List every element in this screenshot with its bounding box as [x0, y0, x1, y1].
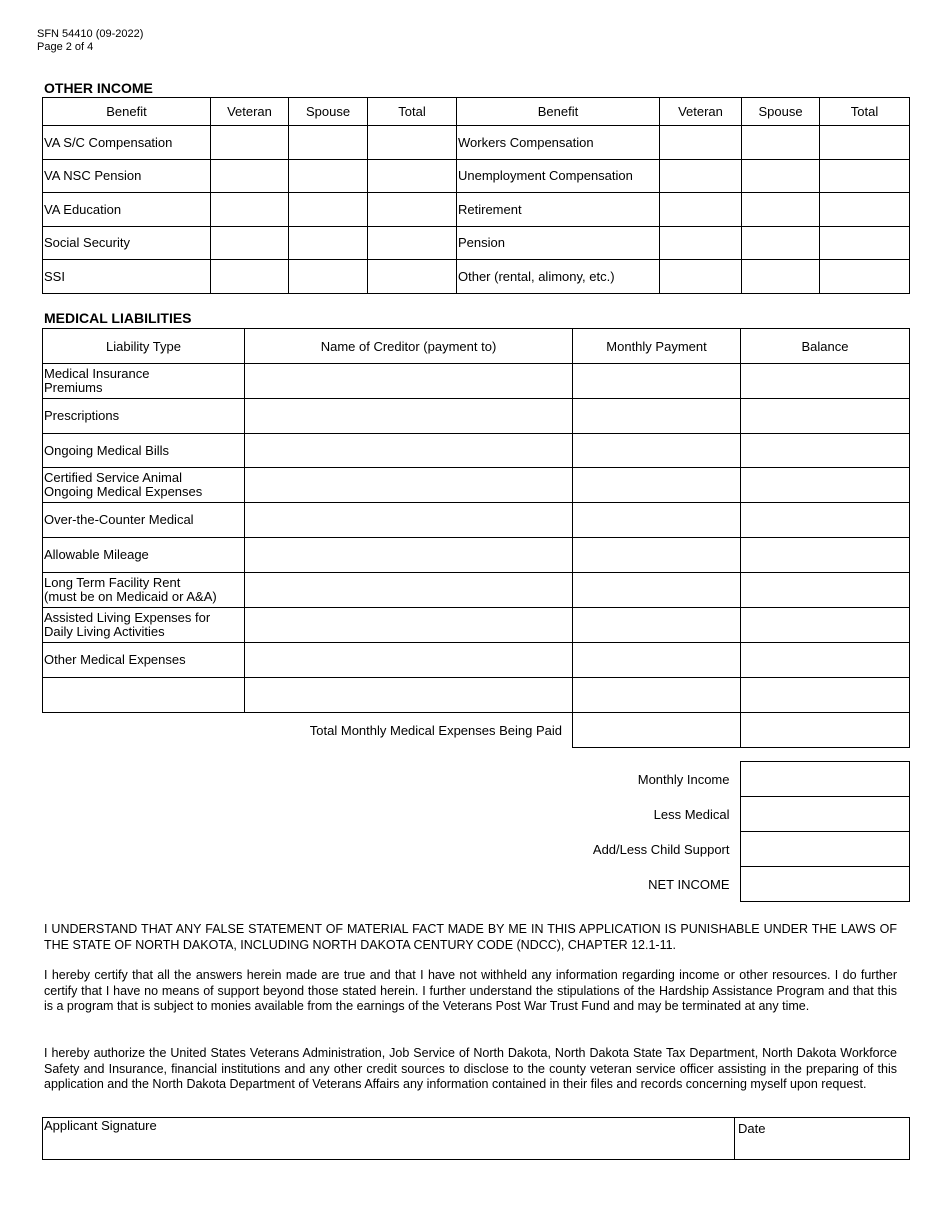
monthly-payment-input[interactable] — [573, 653, 740, 668]
liability-label: Certified Service Animal Ongoing Medical Expenses — [43, 468, 245, 503]
total-amount-field[interactable] — [368, 160, 457, 193]
monthly-payment-input[interactable] — [573, 583, 740, 598]
balance-field[interactable] — [741, 364, 910, 399]
false-statement-warning: I UNDERSTAND THAT ANY FALSE STATEMENT OF MATERIAL FACT MADE BY ME IN THIS APPLICATION IS PUNISHABLE UNDER THE LAWS OF THE STATE OF NORTH DAKOTA, INCLUDING NORTH DAKOTA CENTURY CODE (NDCC), CHAPTER 12.1-11. — [44, 922, 897, 952]
signature-row — [43, 1118, 910, 1160]
veteran-amount-field[interactable] — [211, 227, 289, 260]
balance-field[interactable] — [741, 678, 910, 713]
table-row — [43, 468, 910, 503]
veteran-amount-input[interactable] — [660, 269, 741, 284]
less-medical-field[interactable] — [740, 797, 909, 832]
child-support-label: Add/Less Child Support — [592, 841, 730, 857]
spouse-amount-input[interactable] — [742, 269, 819, 284]
monthly-income-label: Monthly Income — [637, 771, 730, 787]
creditor-input[interactable] — [245, 583, 572, 598]
table-row — [43, 573, 910, 608]
table-row — [43, 538, 910, 573]
net-income-field[interactable] — [740, 867, 909, 902]
veteran-amount-field[interactable] — [211, 193, 289, 227]
form-id: SFN 54410 (09-2022) — [37, 28, 144, 40]
total-amount-field[interactable] — [820, 160, 910, 193]
veteran-amount-input[interactable] — [211, 202, 288, 217]
monthly-payment-field[interactable] — [573, 364, 741, 399]
benefit-label: Social Security — [43, 227, 211, 260]
date-input[interactable] — [738, 1136, 908, 1156]
veteran-amount-field[interactable] — [211, 160, 289, 193]
veteran-amount-input[interactable] — [660, 169, 741, 184]
creditor-input[interactable] — [245, 513, 572, 528]
creditor-input[interactable] — [245, 409, 572, 424]
spouse-amount-input[interactable] — [289, 236, 367, 251]
creditor-field[interactable] — [245, 643, 573, 678]
col-monthly-payment: Monthly Payment — [573, 329, 741, 364]
col-benefit-2: Benefit — [457, 98, 660, 126]
child-support-field[interactable] — [740, 832, 909, 867]
table-row — [43, 227, 910, 260]
creditor-input[interactable] — [245, 618, 572, 633]
total-amount-input[interactable] — [368, 269, 456, 284]
creditor-field[interactable] — [245, 538, 573, 573]
child-support-input[interactable] — [741, 842, 909, 857]
monthly-payment-field[interactable] — [573, 503, 741, 538]
balance-input[interactable] — [741, 478, 909, 493]
liability-label: Allowable Mileage — [43, 538, 245, 573]
total-amount-input[interactable] — [820, 202, 909, 217]
monthly-payment-input[interactable] — [573, 688, 740, 703]
total-medical-label: Total Monthly Medical Expenses Being Paid — [309, 722, 562, 738]
table-row — [580, 832, 909, 867]
benefit-label: Other (rental, alimony, etc.) — [457, 260, 660, 294]
veteran-amount-input[interactable] — [660, 202, 741, 217]
spouse-amount-field[interactable] — [742, 160, 820, 193]
balance-input[interactable] — [741, 618, 909, 633]
benefit-label: Workers Compensation — [457, 126, 660, 160]
benefit-label: Pension — [457, 227, 660, 260]
other-income-title: OTHER INCOME — [44, 80, 153, 96]
total-amount-input[interactable] — [820, 135, 909, 150]
applicant-signature-label: Applicant Signature — [44, 1118, 157, 1133]
monthly-payment-field[interactable] — [573, 608, 741, 643]
spouse-amount-field[interactable] — [742, 126, 820, 160]
balance-input[interactable] — [741, 374, 909, 389]
spouse-amount-field[interactable] — [289, 193, 368, 227]
table-row — [43, 608, 910, 643]
spouse-amount-input[interactable] — [742, 135, 819, 150]
total-row — [43, 713, 910, 748]
table-row — [43, 503, 910, 538]
total-amount-field[interactable] — [820, 227, 910, 260]
balance-input[interactable] — [741, 409, 909, 424]
total-amount-input[interactable] — [368, 202, 456, 217]
veteran-amount-input[interactable] — [211, 236, 288, 251]
authorization-statement: I hereby authorize the United States Veterans Administration, Job Service of North Dakota, North Dakota State Tax Department, North Dakota Workforce Safety and Insurance, financial institutions and any other credit sources to disclose to the county veteran service officer assisting in the preparing of this application and the North Dakota Department of Veterans Affairs any information contained in their files and records concerning myself upon request. — [44, 1046, 897, 1091]
balance-field[interactable] — [741, 538, 910, 573]
creditor-field[interactable] — [245, 573, 573, 608]
creditor-input[interactable] — [245, 443, 572, 458]
monthly-payment-input[interactable] — [573, 409, 740, 424]
col-veteran-2: Veteran — [660, 98, 742, 126]
medical-liabilities-table — [42, 328, 910, 748]
creditor-field[interactable] — [245, 434, 573, 468]
monthly-payment-input[interactable] — [573, 513, 740, 528]
creditor-field[interactable] — [245, 678, 573, 713]
total-amount-input[interactable] — [368, 135, 456, 150]
benefit-label: SSI — [43, 260, 211, 294]
col-veteran: Veteran — [211, 98, 289, 126]
net-income-input[interactable] — [741, 877, 909, 892]
liability-label: Over-the-Counter Medical — [43, 503, 245, 538]
balance-field[interactable] — [741, 434, 910, 468]
creditor-field[interactable] — [245, 503, 573, 538]
veteran-amount-input[interactable] — [211, 169, 288, 184]
balance-input[interactable] — [741, 583, 909, 598]
liability-label: Other Medical Expenses — [43, 643, 245, 678]
monthly-payment-field[interactable] — [573, 643, 741, 678]
col-liability-type: Liability Type — [43, 329, 245, 364]
veteran-amount-field[interactable] — [211, 126, 289, 160]
balance-field[interactable] — [741, 468, 910, 503]
liability-type-field[interactable] — [43, 678, 245, 713]
monthly-payment-field[interactable] — [573, 573, 741, 608]
veteran-amount-field[interactable] — [660, 227, 742, 260]
veteran-amount-input[interactable] — [211, 135, 288, 150]
creditor-field[interactable] — [245, 608, 573, 643]
veteran-amount-field[interactable] — [660, 126, 742, 160]
liability-label: Assisted Living Expenses for Daily Living Activities — [43, 608, 245, 643]
total-amount-input[interactable] — [820, 236, 909, 251]
total-amount-field[interactable] — [820, 193, 910, 227]
total-balance-field[interactable] — [741, 713, 910, 748]
liability-type-input[interactable] — [43, 688, 244, 703]
total-balance-input[interactable] — [741, 723, 909, 738]
monthly-payment-input[interactable] — [573, 618, 740, 633]
balance-field[interactable] — [741, 573, 910, 608]
benefit-label: VA NSC Pension — [43, 160, 211, 193]
spouse-amount-input[interactable] — [742, 202, 819, 217]
spouse-amount-input[interactable] — [289, 169, 367, 184]
form-header — [37, 28, 143, 54]
less-medical-label: Less Medical — [653, 806, 730, 822]
other-income-table — [42, 97, 910, 294]
liability-label: Medical Insurance Premiums — [43, 364, 245, 399]
monthly-payment-field[interactable] — [573, 678, 741, 713]
table-row — [580, 762, 909, 797]
monthly-payment-field[interactable] — [573, 468, 741, 503]
monthly-payment-input[interactable] — [573, 478, 740, 493]
monthly-payment-input[interactable] — [573, 548, 740, 563]
total-amount-input[interactable] — [820, 269, 909, 284]
income-summary-table — [580, 761, 910, 902]
table-row — [43, 678, 910, 713]
liability-label: Prescriptions — [43, 399, 245, 434]
col-spouse: Spouse — [289, 98, 368, 126]
veteran-amount-field[interactable] — [660, 193, 742, 227]
monthly-payment-field[interactable] — [573, 434, 741, 468]
veteran-amount-input[interactable] — [660, 236, 741, 251]
col-total-2: Total — [820, 98, 910, 126]
certification-statement: I hereby certify that all the answers herein made are true and that I have not withheld any information regarding income or other resources. I do further certify that I have no means of support beyond those stated herein. I further understand the stipulations of the Hardship Assistance Program and that this is a program that is subject to monies available from the earnings of the Veterans Post War Trust Fund and may be terminated at any time. — [44, 968, 897, 1013]
balance-field[interactable] — [741, 608, 910, 643]
spouse-amount-field[interactable] — [289, 126, 368, 160]
benefit-label: VA S/C Compensation — [43, 126, 211, 160]
total-amount-input[interactable] — [368, 169, 456, 184]
spouse-amount-input[interactable] — [289, 202, 367, 217]
col-creditor: Name of Creditor (payment to) — [245, 329, 573, 364]
col-total: Total — [368, 98, 457, 126]
monthly-payment-input[interactable] — [573, 443, 740, 458]
medical-header-row — [43, 329, 910, 364]
table-row — [43, 364, 910, 399]
date-label: Date — [738, 1121, 766, 1136]
spouse-amount-field[interactable] — [289, 227, 368, 260]
spouse-amount-field[interactable] — [742, 260, 820, 294]
spouse-amount-field[interactable] — [289, 160, 368, 193]
total-amount-input[interactable] — [820, 169, 909, 184]
balance-input[interactable] — [741, 513, 909, 528]
date-field[interactable] — [735, 1118, 910, 1160]
liability-label: Long Term Facility Rent (must be on Medicaid or A&A) — [43, 573, 245, 608]
spouse-amount-field[interactable] — [742, 193, 820, 227]
balance-field[interactable] — [741, 503, 910, 538]
monthly-income-field[interactable] — [740, 762, 909, 797]
total-monthly-payment-field[interactable] — [573, 713, 741, 748]
total-amount-field[interactable] — [820, 260, 910, 294]
medical-liabilities-title: MEDICAL LIABILITIES — [44, 310, 192, 326]
spouse-amount-field[interactable] — [289, 260, 368, 294]
table-row — [43, 193, 910, 227]
spouse-amount-input[interactable] — [742, 236, 819, 251]
total-amount-input[interactable] — [368, 236, 456, 251]
monthly-payment-field[interactable] — [573, 399, 741, 434]
total-amount-field[interactable] — [820, 126, 910, 160]
spouse-amount-input[interactable] — [289, 269, 367, 284]
veteran-amount-field[interactable] — [211, 260, 289, 294]
table-row — [43, 643, 910, 678]
spouse-amount-field[interactable] — [742, 227, 820, 260]
monthly-payment-input[interactable] — [573, 374, 740, 389]
veteran-amount-field[interactable] — [660, 260, 742, 294]
total-amount-field[interactable] — [368, 227, 457, 260]
balance-input[interactable] — [741, 688, 909, 703]
table-row — [43, 160, 910, 193]
creditor-input[interactable] — [245, 548, 572, 563]
total-amount-field[interactable] — [368, 260, 457, 294]
applicant-signature-input[interactable] — [44, 1133, 733, 1155]
signature-table — [42, 1117, 910, 1160]
creditor-input[interactable] — [245, 688, 572, 703]
benefit-label: Retirement — [457, 193, 660, 227]
table-row — [43, 399, 910, 434]
col-spouse-2: Spouse — [742, 98, 820, 126]
balance-input[interactable] — [741, 443, 909, 458]
creditor-field[interactable] — [245, 468, 573, 503]
liability-label: Ongoing Medical Bills — [43, 434, 245, 468]
total-monthly-payment-input[interactable] — [573, 723, 740, 738]
creditor-field[interactable] — [245, 399, 573, 434]
veteran-amount-input[interactable] — [660, 135, 741, 150]
spouse-amount-input[interactable] — [289, 135, 367, 150]
spouse-amount-input[interactable] — [742, 169, 819, 184]
col-balance: Balance — [741, 329, 910, 364]
table-row — [43, 126, 910, 160]
benefit-label: Unemployment Compensation — [457, 160, 660, 193]
table-row — [43, 434, 910, 468]
balance-field[interactable] — [741, 399, 910, 434]
net-income-label: NET INCOME — [648, 876, 730, 892]
less-medical-input[interactable] — [741, 807, 909, 822]
creditor-field[interactable] — [245, 364, 573, 399]
benefit-label: VA Education — [43, 193, 211, 227]
table-row — [43, 260, 910, 294]
page-number: Page 2 of 4 — [37, 41, 94, 53]
total-amount-field[interactable] — [368, 193, 457, 227]
creditor-input[interactable] — [245, 653, 572, 668]
table-row — [580, 797, 909, 832]
veteran-amount-input[interactable] — [211, 269, 288, 284]
creditor-input[interactable] — [245, 374, 572, 389]
balance-field[interactable] — [741, 643, 910, 678]
col-benefit: Benefit — [43, 98, 211, 126]
applicant-signature-field[interactable] — [43, 1118, 735, 1160]
monthly-income-input[interactable] — [741, 772, 909, 787]
table-row — [580, 867, 909, 902]
balance-input[interactable] — [741, 653, 909, 668]
balance-input[interactable] — [741, 548, 909, 563]
monthly-payment-field[interactable] — [573, 538, 741, 573]
veteran-amount-field[interactable] — [660, 160, 742, 193]
total-amount-field[interactable] — [368, 126, 457, 160]
other-income-header-row — [43, 98, 910, 126]
creditor-input[interactable] — [245, 478, 572, 493]
